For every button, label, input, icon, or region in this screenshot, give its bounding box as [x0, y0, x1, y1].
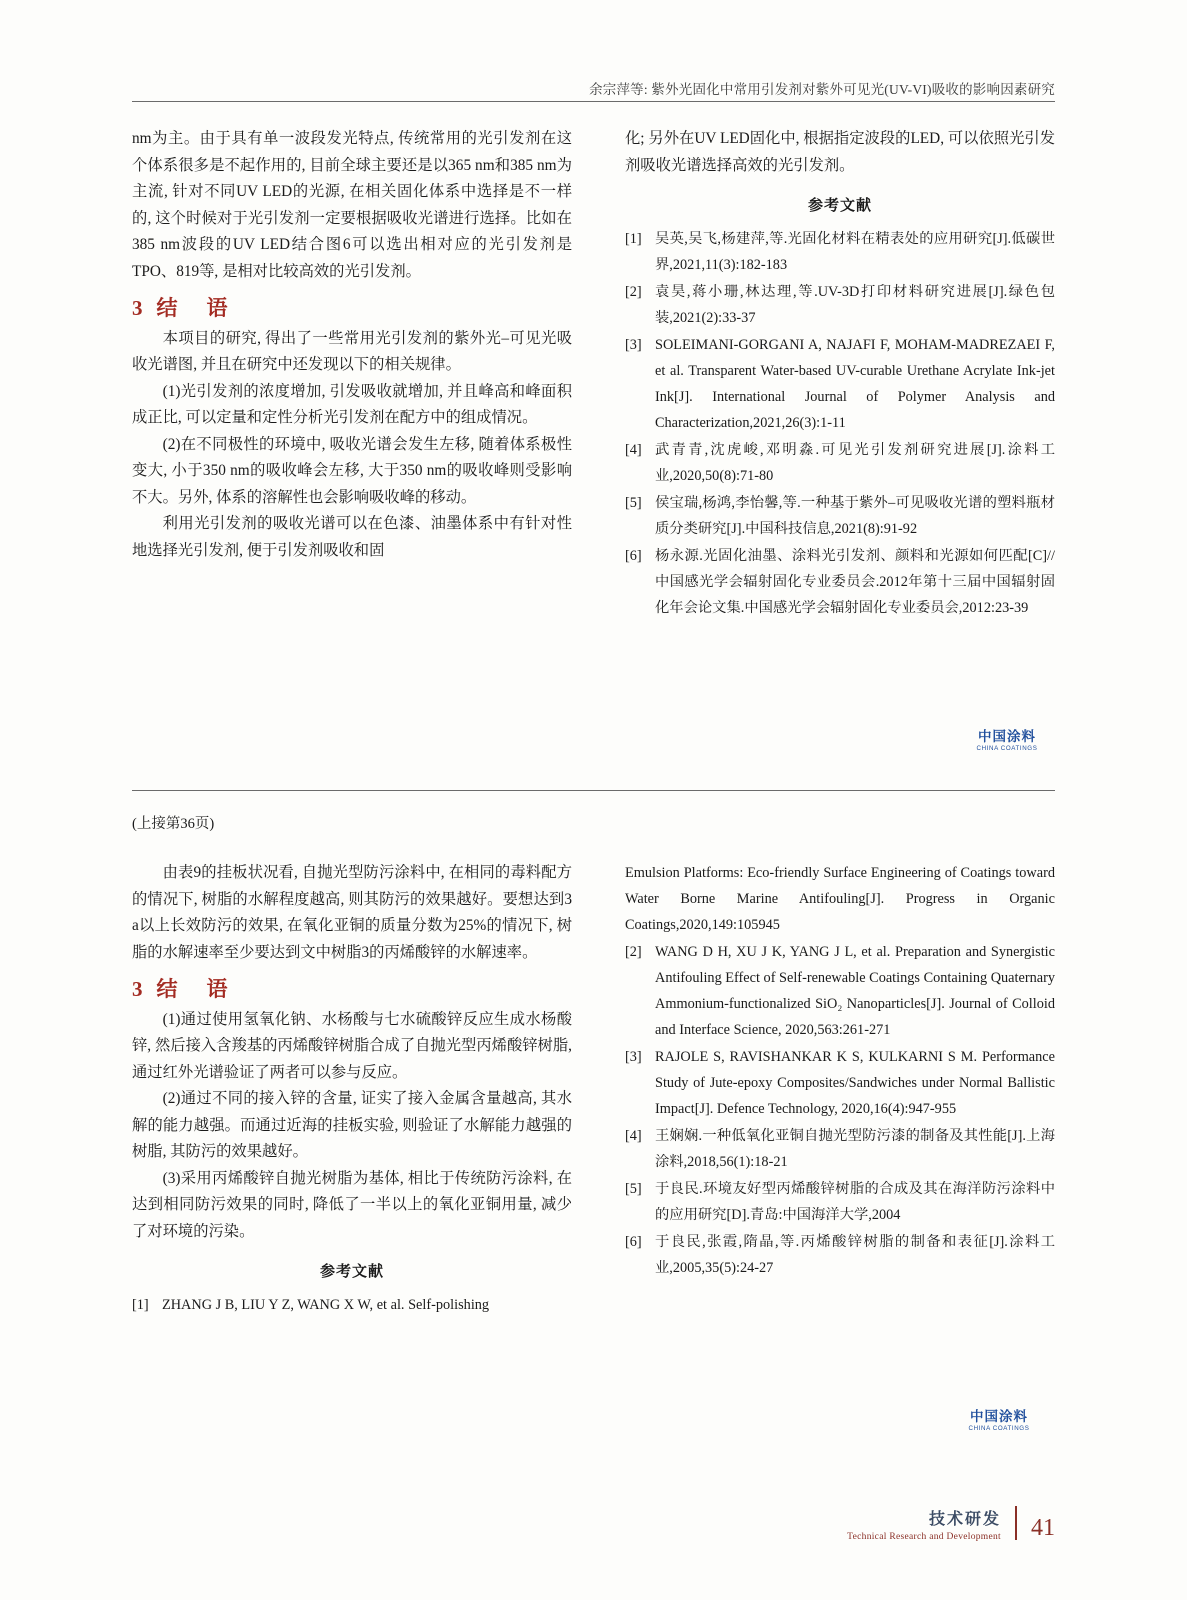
section-heading: [132, 295, 572, 322]
footer-section-cn: 技术研发: [928, 1511, 1001, 1528]
references-list: [625, 939, 1055, 1281]
reference-text: RAJOLE S, RAVISHANKAR K S, KULKARNI S M. Performance Study of Jute-epoxy Composites/Sandwiches under Normal Ballistic Impact[J]. Defence Technology, 2020,16(4):947-955: [655, 1049, 1055, 1117]
article-separator-rule: [132, 790, 1055, 791]
logo-brand-cn: 中国涂料: [970, 1409, 1028, 1424]
section-heading: [132, 976, 572, 1003]
reference-text: 杨永源.光固化油墨、涂料光引发剂、颜料和光源如何匹配[C]//中国感光学会辐射固化专业委员会.2012年第十三届中国辐射固化年会论文集.中国感光学会辐射固化专业委员会,2012:23-39: [655, 547, 1055, 616]
footer-section-en: Technical Research and Development: [847, 1532, 1001, 1542]
reference-item: [625, 1044, 1055, 1122]
reference-number: [4]: [625, 1128, 642, 1144]
reference-item: [625, 543, 1055, 621]
reference-number: [2]: [625, 283, 642, 300]
reference-text: 于良民,张霞,隋晶,等.丙烯酸锌树脂的制备和表征[J].涂料工业,2005,35(5):24-27: [655, 1234, 1055, 1276]
reference-number: [5]: [625, 494, 642, 511]
logo-brand-en: CHINA COATINGS: [976, 745, 1038, 753]
reference-number: [2]: [625, 944, 642, 960]
reference-item: [132, 1292, 572, 1318]
china-coatings-logo: [963, 730, 1051, 753]
reference-text: ZHANG J B, LIU Y Z, WANG X W, et al. Self-polishing: [162, 1296, 490, 1313]
paragraph: 由表9的挂板状况看, 自抛光型防污涂料中, 在相同的毒料配方的情况下, 树脂的水解程度越高, 则其防污的效果越好。要想达到3 a以上长效防污的效果, 在氧化亚铜的质量分数为25%的情况下, 树脂的水解速率至少要达到文中树脂3的丙烯酸锌的水解速率。: [132, 864, 572, 961]
reference-item: [625, 226, 1055, 278]
paragraph: 本项目的研究, 得出了一些常用光引发剂的紫外光–可见光吸收光谱图, 并且在研究中还发现以下的相关规律。: [132, 329, 572, 373]
reference-item: [625, 437, 1055, 489]
paragraph: (2)通过不同的接入锌的含量, 证实了接入金属含量越高, 其水解的能力越强。而通过近海的挂板实验, 则验证了水解能力越强的树脂, 其防污的效果越好。: [132, 1090, 572, 1160]
top-right-column: [625, 126, 1055, 622]
paragraph: 利用光引发剂的吸收光谱可以在色漆、油墨体系中有针对性地选择光引发剂, 便于引发剂吸收和固: [132, 515, 572, 559]
reference-text: Emulsion Platforms: Eco-friendly Surface Engineering of Coatings toward Water Borne Marine Antifouling[J]. Progress in Organic Coatings,2020,149:105945: [625, 865, 1055, 933]
section-title: 结 语: [156, 296, 232, 320]
footer-divider: [1015, 1506, 1017, 1540]
logo-brand-cn: 中国涂料: [978, 729, 1036, 744]
reference-item: [625, 1123, 1055, 1175]
reference-number: [6]: [625, 1234, 642, 1250]
header-rule: [132, 101, 1055, 102]
footer-section-label: [847, 1506, 1001, 1542]
reference-text: 侯宝瑞,杨鸿,李怡馨,等.一种基于紫外–可见吸收光谱的塑料瓶材质分类研究[J].中国科技信息,2021(8):91-92: [655, 494, 1055, 537]
page-footer: [847, 1506, 1055, 1542]
reference-number: [1]: [132, 1296, 149, 1313]
continued-from-note: (上接第36页): [132, 816, 215, 832]
reference-text: 袁昊,蒋小珊,林达理,等.UV-3D打印材料研究进展[J].绿色包装,2021(2):33-37: [655, 283, 1055, 326]
page-number: 41: [1031, 1515, 1055, 1541]
references-heading: 参考文献: [319, 1264, 384, 1280]
reference-item: [625, 1229, 1055, 1281]
section-number: 3: [132, 296, 143, 320]
reference-continuation: [625, 860, 1055, 938]
paragraph: (1)通过使用氢氧化钠、水杨酸与七水硫酸锌反应生成水杨酸锌, 然后接入含羧基的丙烯酸锌树脂合成了自抛光型丙烯酸锌树脂, 通过红外光谱验证了两者可以参与反应。: [132, 1010, 572, 1081]
reference-text: 王娴娴.一种低氧化亚铜自抛光型防污漆的制备及其性能[J].上海涂料,2018,56(1):18-21: [655, 1128, 1055, 1170]
reference-number: [3]: [625, 1049, 642, 1065]
bottom-left-column: [132, 860, 572, 1319]
references-list: [625, 226, 1055, 621]
section-title: 结 语: [156, 977, 232, 1001]
running-head: 余宗萍等: 紫外光固化中常用引发剂对紫外可见光(UV-VI)吸收的影响因素研究: [589, 82, 1055, 97]
reference-item: [625, 490, 1055, 542]
reference-item: [625, 279, 1055, 331]
china-coatings-logo: [955, 1410, 1043, 1433]
top-left-column: [132, 126, 572, 564]
reference-text: 武青青,沈虎峻,邓明淼.可见光引发剂研究进展[J].涂料工业,2020,50(8):71-80: [655, 441, 1055, 484]
references-heading: 参考文献: [807, 198, 872, 214]
paragraph: (1)光引发剂的浓度增加, 引发吸收就增加, 并且峰高和峰面积成正比, 可以定量和定性分析光引发剂在配方中的组成情况。: [132, 382, 572, 426]
reference-item: [625, 939, 1055, 1043]
reference-item: [625, 1176, 1055, 1228]
reference-text: SOLEIMANI-GORGANI A, NAJAFI F, MOHAM-MADREZAEI F, et al. Transparent Water-based UV-curable Urethane Acrylate Ink-jet Ink[J]. International Journal of Polymer Analysis and Characterization,2021,26(3):1-11: [655, 336, 1055, 431]
reference-number: [6]: [625, 547, 642, 564]
reference-number: [4]: [625, 441, 642, 458]
reference-text: WANG D H, XU J K, YANG J L, et al. Preparation and Synergistic Antifouling Effect of Self-renewable Coatings Containing Quaternary Ammonium-functionalized SiO₂ Nanoparticles[J]. Journal of Colloid and Interface Science, 2020,563:261-271: [655, 944, 1055, 1038]
reference-item: [625, 332, 1055, 436]
logo-brand-en: CHINA COATINGS: [968, 1425, 1030, 1433]
section-number: 3: [132, 977, 143, 1001]
bottom-right-column: [625, 860, 1055, 1282]
reference-text: 于良民.环境友好型丙烯酸锌树脂的合成及其在海洋防污涂料中的应用研究[D].青岛:中国海洋大学,2004: [655, 1181, 1055, 1223]
paragraph: (2)在不同极性的环境中, 吸收光谱会发生左移, 随着体系极性变大, 小于350 nm的吸收峰会左移, 大于350 nm的吸收峰则受影响不大。另外, 体系的溶解性也会影响吸收峰的移动。: [132, 435, 572, 506]
reference-number: [3]: [625, 336, 642, 353]
reference-number: [1]: [625, 230, 642, 247]
paragraph: nm为主。由于具有单一波段发光特点, 传统常用的光引发剂在这个体系很多是不起作用的, 目前全球主要还是以365 nm和385 nm为主流, 针对不同UV LED的光源, 在相关固化体系中选择是不一样的, 这个时候对于光引发剂一定要根据吸收光谱进行选择。比如在385 nm波段的UV LED结合图6可以选出相对应的光引发剂是TPO、819等, 是相对比较高效的光引发剂。: [132, 130, 572, 280]
reference-number: [5]: [625, 1181, 642, 1197]
paragraph: 化; 另外在UV LED固化中, 根据指定波段的LED, 可以依照光引发剂吸收光谱选择高效的光引发剂。: [625, 130, 1055, 174]
reference-text: 吴英,吴飞,杨建萍,等.光固化材料在精表处的应用研究[J].低碳世界,2021,11(3):182-183: [655, 230, 1055, 273]
paragraph: (3)采用丙烯酸锌自抛光树脂为基体, 相比于传统防污涂料, 在达到相同防污效果的同时, 降低了一半以上的氧化亚铜用量, 减少了对环境的污染。: [132, 1169, 572, 1240]
